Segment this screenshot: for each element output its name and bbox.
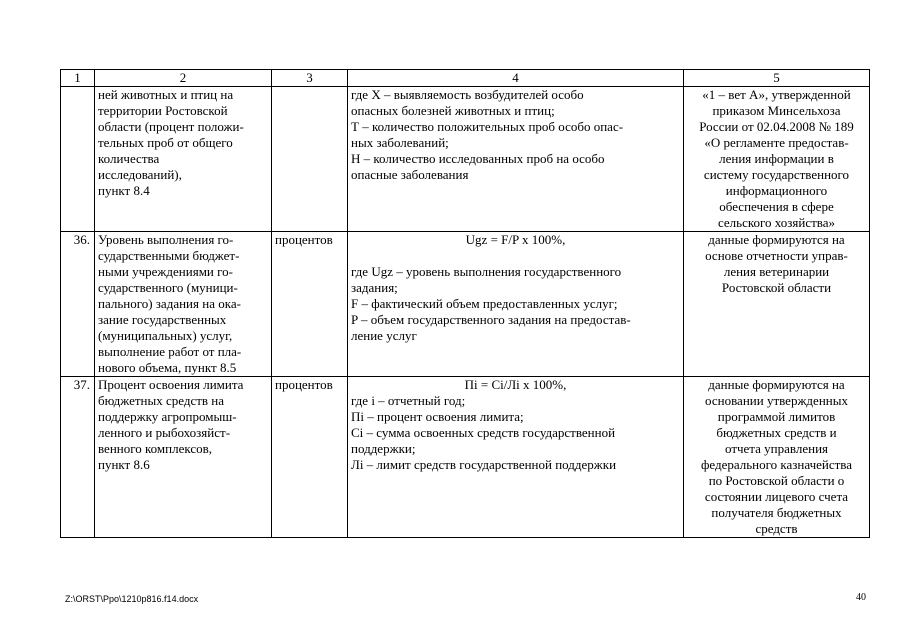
method-line: где Х – выявляемость возбудителей особо (351, 87, 584, 102)
source-line: Ростовской области (721, 280, 832, 295)
source-line: ления информации в (719, 151, 834, 166)
footer-file-path: Z:\ORST\Ppo\1210p816.f14.docx (65, 594, 199, 604)
source-line: средств (755, 521, 798, 536)
indicator-line: пункт 8.4 (98, 183, 150, 198)
table-row (61, 232, 870, 377)
page-number: 40 (856, 592, 866, 603)
source-line: «1 – вет А», утвержденной (702, 87, 851, 102)
source-line: информационного (725, 183, 828, 198)
indicator-line: Уровень выполнения го- (98, 232, 234, 247)
header-cell: 4 (348, 70, 684, 87)
indicator-line: территории Ростовской (98, 103, 228, 118)
source-cell (684, 377, 870, 538)
formula: Ugz = F/P x 100%, (465, 232, 566, 247)
indicator-line: бюджетных средств на (98, 393, 225, 408)
indicator-line: нового объема, пункт 8.5 (98, 360, 237, 375)
method-line: F – фактический объем предоставленных услуг; (351, 296, 618, 311)
method-line: где i – отчетный год; (351, 393, 466, 408)
indicator-line: (муниципальных) услуг, (98, 328, 233, 343)
method-line: опасные заболевания (351, 167, 469, 182)
source-line: отчета управления (724, 441, 829, 456)
method-line: P – объем государственного задания на предостав- (351, 312, 631, 327)
indicator-line: поддержку агропромыш- (98, 409, 237, 424)
indicator-line: количества (98, 151, 160, 166)
unit-cell: процентов (272, 377, 348, 538)
method-line: где Ugz – уровень выполнения государственного (351, 264, 622, 279)
source-line: приказом Минсельхоза (712, 103, 841, 118)
indicator-line: Процент освоения лимита (98, 377, 244, 392)
indicator-line: выполнение работ от пла- (98, 344, 242, 359)
method-line: задания; (351, 280, 398, 295)
source-line: программой лимитов (717, 409, 836, 424)
indicator-line: сударственного (муници- (98, 280, 238, 295)
indicator-line: ленного и рыбохозяйст- (98, 425, 231, 440)
header-cell: 3 (272, 70, 348, 87)
indicator-line: зание государственных (98, 312, 227, 327)
method-line: Лi – лимит средств государственной поддержки (351, 457, 617, 472)
table-row (61, 377, 870, 538)
formula: Пi = Сi/Лi х 100%, (464, 377, 567, 392)
method-line: Н – количество исследованных проб на особо (351, 151, 605, 166)
source-cell (684, 87, 870, 232)
source-line: получателя бюджетных (711, 505, 842, 520)
source-line: России от 02.04.2008 № 189 (699, 119, 854, 134)
indicator-line: исследований), (98, 167, 182, 182)
indicator-cell (95, 232, 272, 377)
source-line: состоянии лицевого счета (704, 489, 849, 504)
method-line: поддержки; (351, 441, 416, 456)
unit-cell (272, 87, 348, 232)
table-row (61, 87, 870, 232)
source-line: обеспечения в сфере (719, 199, 834, 214)
method-cell (348, 87, 684, 232)
indicators-table (60, 69, 870, 538)
header-cell: 5 (684, 70, 870, 87)
method-line: опасных болезней животных и птиц; (351, 103, 555, 118)
source-line: бюджетных средств и (716, 425, 837, 440)
source-line: ления ветеринарии (723, 264, 830, 279)
row-number (61, 87, 95, 232)
method-line: Сi – сумма освоенных средств государственной (351, 425, 616, 440)
header-row (61, 70, 870, 87)
indicator-line: пункт 8.6 (98, 457, 150, 472)
header-cell: 2 (95, 70, 272, 87)
source-line: данные формируются на (708, 232, 845, 247)
header-cell: 1 (61, 70, 95, 87)
method-line: ление услуг (351, 328, 417, 343)
unit-cell: процентов (272, 232, 348, 377)
indicator-cell (95, 377, 272, 538)
method-line: Пi – процент освоения лимита; (351, 409, 524, 424)
method-cell (348, 377, 684, 538)
source-line: федерального казначейства (700, 457, 853, 472)
source-line: «О регламенте предостав- (704, 135, 849, 150)
method-cell (348, 232, 684, 377)
source-line: по Ростовской области о (708, 473, 845, 488)
indicator-cell (95, 87, 272, 232)
indicator-line: области (процент положи- (98, 119, 244, 134)
indicator-line: сударственными бюджет- (98, 248, 240, 263)
spacer (351, 248, 680, 264)
indicator-line: ными учреждениями го- (98, 264, 233, 279)
indicator-line: ней животных и птиц на (98, 87, 234, 102)
indicator-line: пального) задания на ока- (98, 296, 241, 311)
source-line: систему государственного (703, 167, 850, 182)
source-line: основании утвержденных (705, 393, 848, 408)
source-cell (684, 232, 870, 377)
source-line: сельского хозяйства» (717, 215, 836, 230)
row-number: 37. (61, 377, 95, 538)
indicator-line: венного комплексов, (98, 441, 213, 456)
source-line: основе отчетности управ- (705, 248, 848, 263)
method-line: Т – количество положительных проб особо опас- (351, 119, 624, 134)
indicator-line: тельных проб от общего (98, 135, 233, 150)
method-line: ных заболеваний; (351, 135, 449, 150)
row-number: 36. (61, 232, 95, 377)
source-line: данные формируются на (708, 377, 845, 392)
